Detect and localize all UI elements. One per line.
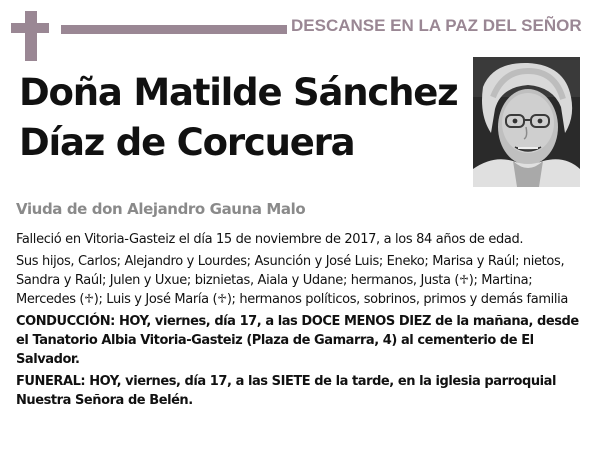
obituary-body — [16, 230, 586, 413]
deceased-name — [19, 68, 459, 168]
family-list: Sus hijos, Carlos; Alejandro y Lourdes; Asunción y José Luis; Eneko; Marisa y Raúl; nietos, Sandra y Raúl; Julen y Uxue; biznietas, Aiala y Udane; hermanos, Justa (♱); Martina; Mercedes (♱); Luis y José María (♱); hermanos políticos, sobrinos, primos y demás familia — [16, 254, 569, 307]
cross-icon-bar — [11, 23, 49, 33]
widow-of-subtitle: Viuda de don Alejandro Gauna Malo — [16, 200, 306, 218]
death-notice: Falleció en Vitoria-Gasteiz el día 15 de noviembre de 2017, a los 84 años de edad. — [16, 232, 524, 247]
funeral-notice: FUNERAL: HOY, viernes, día 17, a las SIETE de la tarde, en la iglesia parroquial Nuestra Señora de Belén. — [16, 374, 557, 408]
conduccion-notice: CONDUCCIÓN: HOY, viernes, día 17, a las DOCE MENOS DIEZ de la mañana, desde el Tanatorio Albia Vitoria-Gasteiz (Plaza de Gamarra, 4) al cementerio de El Salvador. — [16, 314, 579, 367]
cross-icon — [25, 11, 37, 61]
name-line-2: Díaz de Corcuera — [19, 121, 355, 164]
portrait-photo — [473, 57, 580, 187]
header-divider — [61, 25, 287, 34]
name-line-1: Doña Matilde Sánchez — [19, 71, 458, 114]
header-title: DESCANSE EN LA PAZ DEL SEÑOR — [291, 16, 582, 35]
